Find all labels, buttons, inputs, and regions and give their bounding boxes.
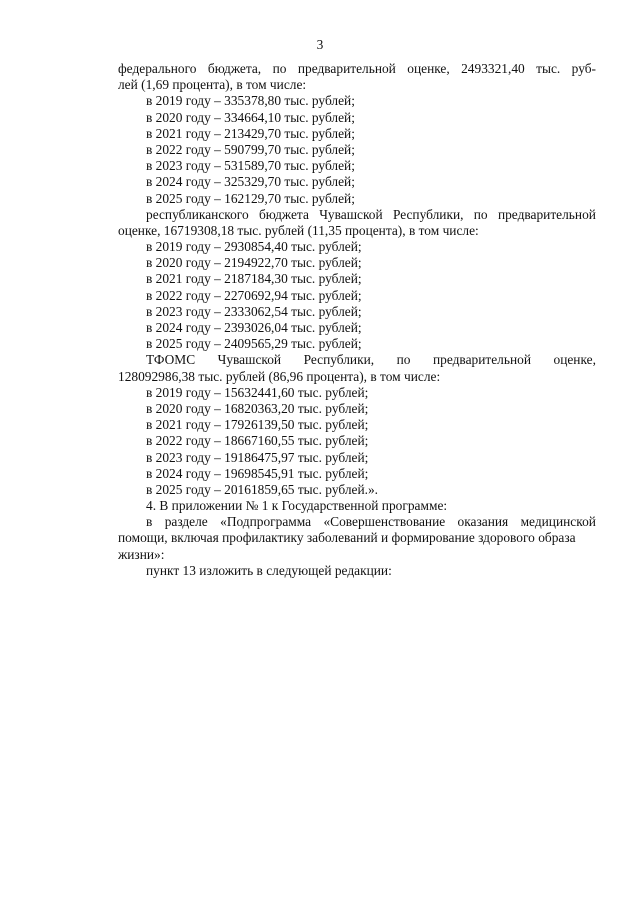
list-item: в 2025 году – 162129,70 тыс. рублей; bbox=[146, 190, 355, 206]
word: оказания bbox=[457, 514, 509, 530]
list-item: в 2022 году – 2270692,94 тыс. рублей; bbox=[146, 287, 362, 303]
word: разделе bbox=[164, 514, 208, 530]
word: федерального bbox=[118, 61, 197, 76]
word: «Совершенствование bbox=[323, 514, 446, 530]
tfoms-years-list bbox=[118, 385, 596, 498]
list-item: в 2019 году – 335378,80 тыс. рублей; bbox=[146, 93, 355, 109]
republic-line-1 bbox=[118, 207, 596, 223]
word: ТФОМС bbox=[146, 352, 196, 368]
list-item: в 2019 году – 2930854,40 тыс. рублей; bbox=[146, 239, 362, 255]
republic-years-list bbox=[118, 239, 596, 352]
list-item: в 2021 году – 2187184,30 тыс. рублей; bbox=[146, 271, 362, 287]
word: республиканского bbox=[146, 206, 249, 222]
list-item: в 2023 году – 531589,70 тыс. рублей; bbox=[146, 158, 355, 174]
tfoms-line-1 bbox=[118, 352, 596, 368]
tfoms-line-2: 128092986,38 тыс. рублей (86,96 процента), в том числе: bbox=[118, 368, 441, 384]
list-item: в 2021 году – 213429,70 тыс. рублей; bbox=[146, 125, 355, 141]
word: бюджета, bbox=[207, 61, 262, 76]
list-item: в 2024 году – 2393026,04 тыс. рублей; bbox=[146, 320, 362, 335]
list-item: в 2023 году – 19186475,97 тыс. рублей; bbox=[146, 449, 369, 465]
list-item: в 2025 году – 2409565,29 тыс. рублей; bbox=[146, 336, 362, 352]
word: по bbox=[473, 206, 488, 222]
section-line-1 bbox=[118, 514, 596, 530]
list-item: в 2023 году – 2333062,54 тыс. рублей; bbox=[146, 303, 362, 319]
section-line-3: жизни»: bbox=[118, 546, 165, 562]
list-item: в 2020 году – 16820363,20 тыс. рублей; bbox=[146, 400, 369, 416]
list-item: в 2020 году – 334664,10 тыс. рублей; bbox=[146, 109, 355, 125]
federal-line-2: лей (1,69 процента), в том числе: bbox=[118, 77, 307, 93]
federal-years-list bbox=[118, 93, 596, 206]
word: в bbox=[146, 514, 153, 530]
republic-line-2: оценке, 16719308,18 тыс. рублей (11,35 процента), в том числе: bbox=[118, 222, 479, 238]
word: руб- bbox=[571, 61, 596, 76]
word: медицинской bbox=[520, 514, 596, 530]
list-item: в 2022 году – 590799,70 тыс. рублей; bbox=[146, 141, 355, 157]
word: Чувашской bbox=[217, 352, 282, 368]
word: оценке, bbox=[407, 61, 450, 76]
word: Чувашской bbox=[319, 206, 383, 222]
list-item: в 2019 году – 15632441,60 тыс. рублей; bbox=[146, 384, 369, 400]
word: по bbox=[272, 61, 287, 76]
point-13-instruction: пункт 13 изложить в следующей редакции: bbox=[146, 562, 392, 578]
page-number: 3 bbox=[316, 37, 324, 52]
word: 2493321,40 bbox=[461, 61, 525, 76]
word: тыс. bbox=[536, 61, 561, 76]
list-item: в 2024 году – 19698545,91 тыс. рублей; bbox=[146, 465, 369, 481]
list-item: в 2022 году – 18667160,55 тыс. рублей; bbox=[146, 433, 369, 449]
word: по bbox=[396, 352, 411, 368]
document-body bbox=[118, 61, 596, 579]
list-item: в 2024 году – 325329,70 тыс. рублей; bbox=[146, 174, 355, 190]
federal-line-1 bbox=[118, 61, 596, 77]
word: «Подпрограмма bbox=[220, 514, 312, 530]
item-4-heading: 4. В приложении № 1 к Государственной программе: bbox=[146, 498, 448, 514]
list-item: в 2021 году – 17926139,50 тыс. рублей; bbox=[146, 417, 369, 433]
list-item: в 2025 году – 20161859,65 тыс. рублей.». bbox=[146, 481, 379, 497]
list-item: в 2020 году – 2194922,70 тыс. рублей; bbox=[146, 255, 362, 271]
word: Республики, bbox=[303, 352, 375, 368]
word: предварительной bbox=[432, 352, 531, 368]
section-line-2: помощи, включая профилактику заболеваний и формирование здорового образа bbox=[118, 530, 576, 546]
word: оценке, bbox=[553, 352, 596, 368]
word: предварительной bbox=[497, 206, 596, 222]
word: Республики, bbox=[392, 206, 464, 222]
word: бюджета bbox=[258, 206, 309, 222]
word: предварительной bbox=[297, 61, 396, 76]
